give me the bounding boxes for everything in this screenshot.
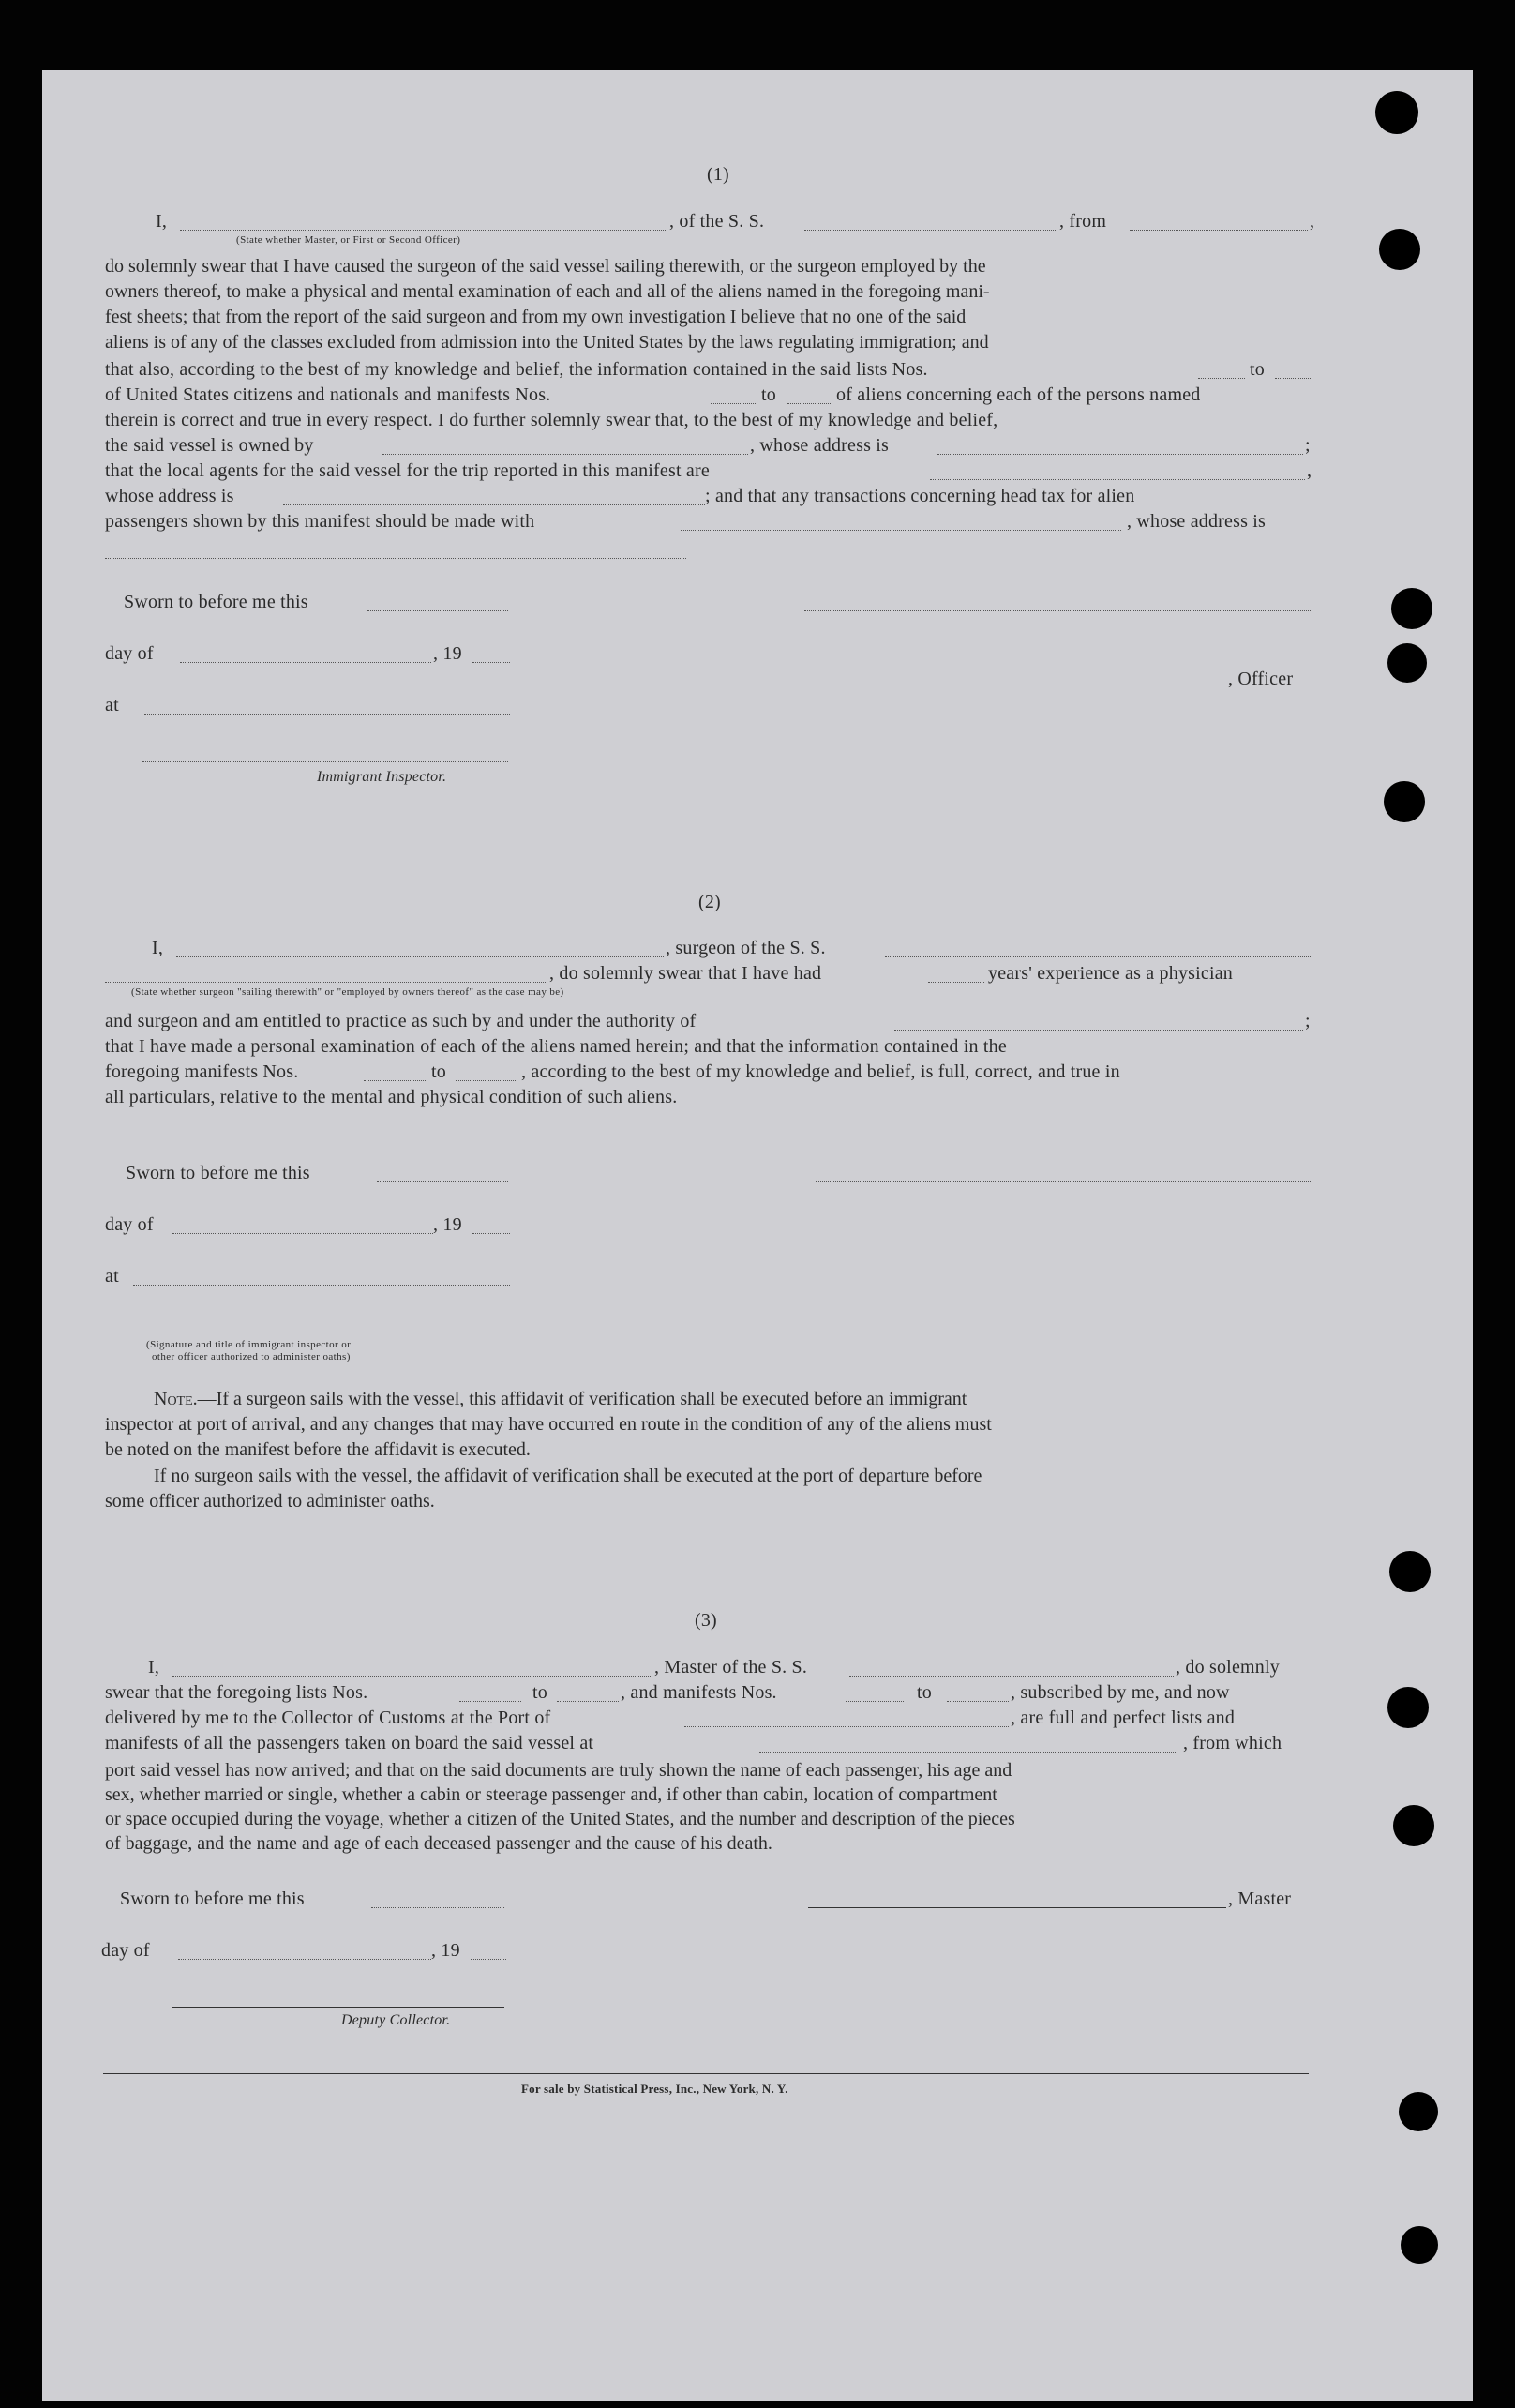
s3-oath-row: or space occupied during the voyage, whether a citizen of the United States, and the number and description of the pieces bbox=[105, 1809, 1015, 1829]
s2-note-row: be noted on the manifest before the affidavit is executed. bbox=[105, 1439, 531, 1460]
s2-manifests-to-blank bbox=[456, 1080, 518, 1081]
s3-oath-row: port said vessel has now arrived; and that on the said documents are truly shown the name of each passenger, his age and bbox=[105, 1760, 1012, 1781]
s3-vessel-blank bbox=[849, 1676, 1174, 1677]
s3-line2-text: swear that the foregoing lists Nos. bbox=[105, 1682, 368, 1703]
s2-year-blank bbox=[472, 1233, 510, 1234]
s1-row9-end: , bbox=[1307, 460, 1312, 481]
s3-line2-to1: to bbox=[532, 1682, 548, 1703]
s1-inspector-blank bbox=[142, 761, 508, 762]
s1-row7-text: therein is correct and true in every respect. I do further solemnly swear that, to the best of my knowledge and belief, bbox=[105, 410, 998, 430]
punch-hole-3 bbox=[1391, 588, 1432, 629]
s3-lists-to-blank bbox=[557, 1701, 619, 1702]
s2-status-blank bbox=[105, 982, 546, 983]
s3-i-label: I, bbox=[148, 1657, 160, 1678]
s1-at-label: at bbox=[105, 695, 119, 715]
s2-note bbox=[105, 1387, 1314, 1463]
s2-place-blank bbox=[133, 1285, 510, 1286]
s3-oath-body bbox=[105, 1758, 1314, 1856]
s2-note-row bbox=[105, 1387, 1314, 1412]
s3-oath-row: of baggage, and the name and age of each deceased passenger and the cause of his death. bbox=[105, 1833, 772, 1854]
s1-of-ss-label: , of the S. S. bbox=[669, 211, 765, 232]
s3-line2-rest: , subscribed by me, and now bbox=[1011, 1682, 1230, 1703]
s3-year-label: , 19 bbox=[431, 1940, 460, 1961]
s2-manifests-from-blank bbox=[364, 1080, 428, 1081]
s3-line2-manifests: , and manifests Nos. bbox=[621, 1682, 777, 1703]
s3-master-signature-line bbox=[808, 1907, 1226, 1908]
s1-line1-end: , bbox=[1310, 211, 1315, 232]
s1-month-blank bbox=[180, 662, 431, 663]
s1-headtax-address-blank bbox=[105, 558, 686, 559]
punch-hole-9 bbox=[1399, 2092, 1438, 2131]
s1-owner-address-blank bbox=[938, 454, 1303, 455]
punch-hole-7 bbox=[1388, 1687, 1429, 1728]
s2-signature-caption-2: other officer authorized to administer oaths) bbox=[152, 1351, 351, 1362]
s2-day-of-label: day of bbox=[105, 1214, 154, 1235]
s1-right-signature-blank bbox=[804, 610, 1311, 611]
s3-line2-to2: to bbox=[917, 1682, 932, 1703]
s2-row5-rest: , according to the best of my knowledge and belief, is full, correct, and true in bbox=[521, 1061, 1120, 1082]
s2-month-blank bbox=[172, 1233, 433, 1234]
s1-row10-rest: ; and that any transactions concerning head tax for alien bbox=[705, 486, 1135, 506]
s3-collector-signature-line bbox=[172, 2007, 504, 2008]
s1-year-label: , 19 bbox=[433, 643, 462, 664]
s1-i-label: I, bbox=[156, 211, 168, 232]
s1-oath-row: fest sheets; that from the report of the said surgeon and from my own investigation I believe that no one of the said bbox=[105, 307, 967, 327]
s1-row8-address: , whose address is bbox=[750, 435, 890, 456]
s1-owner-blank bbox=[382, 454, 748, 455]
s2-signature-caption-1: (Signature and title of immigrant inspector or bbox=[146, 1339, 352, 1350]
s3-line3-text: delivered by me to the Collector of Customs at the Port of bbox=[105, 1708, 551, 1728]
s1-vessel-blank bbox=[804, 230, 1058, 231]
s1-row6-to: to bbox=[761, 384, 776, 405]
s1-oath-row: aliens is of any of the classes excluded from admission into the United States by the laws regulating immigration; and bbox=[105, 332, 989, 353]
s2-surgeon-label: , surgeon of the S. S. bbox=[666, 938, 826, 958]
s3-port-blank bbox=[684, 1726, 1009, 1727]
s2-line2-rest: years' experience as a physician bbox=[988, 963, 1233, 984]
s3-year-blank bbox=[471, 1959, 506, 1960]
s2-row4-text: that I have made a personal examination of each of the aliens named herein; and that the information contained in the bbox=[105, 1036, 1007, 1057]
s1-sworn-label: Sworn to before me this bbox=[124, 592, 308, 612]
s1-day-of-label: day of bbox=[105, 643, 154, 664]
s1-row6-rest: of aliens concerning each of the persons named bbox=[836, 384, 1201, 405]
s2-note-text: —If a surgeon sails with the vessel, this affidavit of verification shall be executed before an immigrant bbox=[197, 1389, 968, 1409]
s2-sworn-day-blank bbox=[377, 1181, 508, 1182]
punch-hole-2 bbox=[1379, 229, 1420, 270]
s3-lists-from-blank bbox=[459, 1701, 521, 1702]
s2-surgeon-name-blank bbox=[176, 956, 664, 957]
s3-collector-caption: Deputy Collector. bbox=[341, 2012, 451, 2028]
s2-surgeon-signature-blank bbox=[816, 1181, 1312, 1182]
s1-place-blank bbox=[144, 714, 510, 715]
s1-row10-text: whose address is bbox=[105, 486, 234, 506]
s2-at-label: at bbox=[105, 1266, 119, 1287]
punch-hole-6 bbox=[1389, 1551, 1431, 1592]
s1-oath-row: do solemnly swear that I have caused the surgeon of the said vessel sailing therewith, or the surgeon employed by the bbox=[105, 256, 986, 277]
s2-vessel-blank bbox=[885, 956, 1312, 957]
s1-oath-row: owners thereof, to make a physical and mental examination of each and all of the aliens named in the foregoing mani- bbox=[105, 281, 990, 302]
s3-oath-row: sex, whether married or single, whether a cabin or steerage passenger and, if other than cabin, location of compartment bbox=[105, 1784, 998, 1805]
s1-manifests-to-blank bbox=[788, 403, 832, 404]
s2-row5-to: to bbox=[431, 1061, 446, 1082]
s2-note-2 bbox=[105, 1464, 1314, 1514]
s3-manifests-to-blank bbox=[947, 1701, 1009, 1702]
s2-row6-text: all particulars, relative to the mental and physical condition of such aliens. bbox=[105, 1087, 678, 1107]
s1-agent-address-blank bbox=[283, 504, 705, 505]
s2-row5-text: foregoing manifests Nos. bbox=[105, 1061, 299, 1082]
s1-agents-blank bbox=[930, 479, 1305, 480]
s3-sworn-label: Sworn to before me this bbox=[120, 1889, 305, 1909]
s1-year-blank bbox=[472, 662, 510, 663]
s2-row3-end: ; bbox=[1305, 1011, 1311, 1031]
section-2-number: (2) bbox=[698, 892, 721, 912]
s1-row11-text: passengers shown by this manifest should be made with bbox=[105, 511, 535, 532]
s1-row9-text: that the local agents for the said vessel for the trip reported in this manifest are bbox=[105, 460, 710, 481]
punch-hole-5 bbox=[1384, 781, 1425, 822]
s1-row8-text: the said vessel is owned by bbox=[105, 435, 314, 456]
s3-master-title: , Master bbox=[1228, 1889, 1292, 1909]
s1-manifests-from-blank bbox=[711, 403, 758, 404]
punch-hole-4 bbox=[1388, 643, 1427, 683]
s3-master-label: , Master of the S. S. bbox=[654, 1657, 808, 1678]
punch-hole-8 bbox=[1393, 1805, 1434, 1846]
s2-row3-text: and surgeon and am entitled to practice as such by and under the authority of bbox=[105, 1011, 697, 1031]
s2-years-blank bbox=[928, 982, 984, 983]
s1-row6-text: of United States citizens and nationals and manifests Nos. bbox=[105, 384, 551, 405]
s1-officer-name-blank bbox=[180, 230, 668, 231]
s3-line1-end: , do solemnly bbox=[1176, 1657, 1280, 1678]
s2-line2-text: , do solemnly swear that I have had bbox=[549, 963, 822, 984]
s1-oath-body bbox=[105, 254, 1314, 355]
s1-lists-from-blank bbox=[1198, 378, 1245, 379]
s1-from-blank bbox=[1130, 230, 1308, 231]
punch-hole-10 bbox=[1401, 2226, 1438, 2264]
s2-status-caption: (State whether surgeon "sailing therewith" or "employed by owners thereof" as the case may be) bbox=[131, 986, 564, 998]
section-3-number: (3) bbox=[695, 1610, 717, 1631]
s1-officer-label: , Officer bbox=[1228, 669, 1294, 689]
s1-row8-end: ; bbox=[1305, 435, 1311, 456]
s2-note-label: Note. bbox=[154, 1389, 198, 1409]
s2-note2-row: some officer authorized to administer oaths. bbox=[105, 1491, 435, 1512]
s1-from-label: , from bbox=[1059, 211, 1107, 232]
punch-hole-1 bbox=[1375, 91, 1418, 134]
section-1-number: (1) bbox=[707, 164, 729, 185]
s3-line4-rest: , from which bbox=[1183, 1733, 1282, 1753]
s3-day-of-label: day of bbox=[101, 1940, 150, 1961]
s2-note-row: inspector at port of arrival, and any changes that may have occurred en route in the condition of any of the aliens must bbox=[105, 1414, 992, 1435]
s3-month-blank bbox=[178, 1959, 431, 1960]
s2-note2-row: If no surgeon sails with the vessel, the affidavit of verification shall be executed at the port of departure before bbox=[154, 1466, 982, 1486]
s3-sworn-day-blank bbox=[371, 1907, 504, 1908]
s3-master-name-blank bbox=[172, 1676, 652, 1677]
s3-embark-port-blank bbox=[759, 1752, 1178, 1753]
s1-sworn-day-blank bbox=[368, 610, 508, 611]
s1-row5-to: to bbox=[1250, 359, 1265, 380]
s2-authority-blank bbox=[894, 1030, 1303, 1031]
s1-headtax-blank bbox=[681, 530, 1121, 531]
s1-row5-text: that also, according to the best of my knowledge and belief, the information contained in the said lists Nos. bbox=[105, 359, 928, 380]
s1-row11-rest: , whose address is bbox=[1127, 511, 1267, 532]
s2-sworn-label: Sworn to before me this bbox=[126, 1163, 310, 1183]
footer-rule bbox=[103, 2073, 1309, 2074]
s1-officer-caption: (State whether Master, or First or Second Officer) bbox=[236, 234, 461, 246]
s3-manifests-from-blank bbox=[846, 1701, 904, 1702]
footer-printer: For sale by Statistical Press, Inc., New York, N. Y. bbox=[521, 2082, 788, 2096]
s1-inspector-caption: Immigrant Inspector. bbox=[317, 769, 447, 785]
s3-line4-text: manifests of all the passengers taken on board the said vessel at bbox=[105, 1733, 594, 1753]
s1-lists-to-blank bbox=[1275, 378, 1312, 379]
s2-i-label: I, bbox=[152, 938, 164, 958]
s2-year-label: , 19 bbox=[433, 1214, 462, 1235]
s3-line3-rest: , are full and perfect lists and bbox=[1011, 1708, 1236, 1728]
